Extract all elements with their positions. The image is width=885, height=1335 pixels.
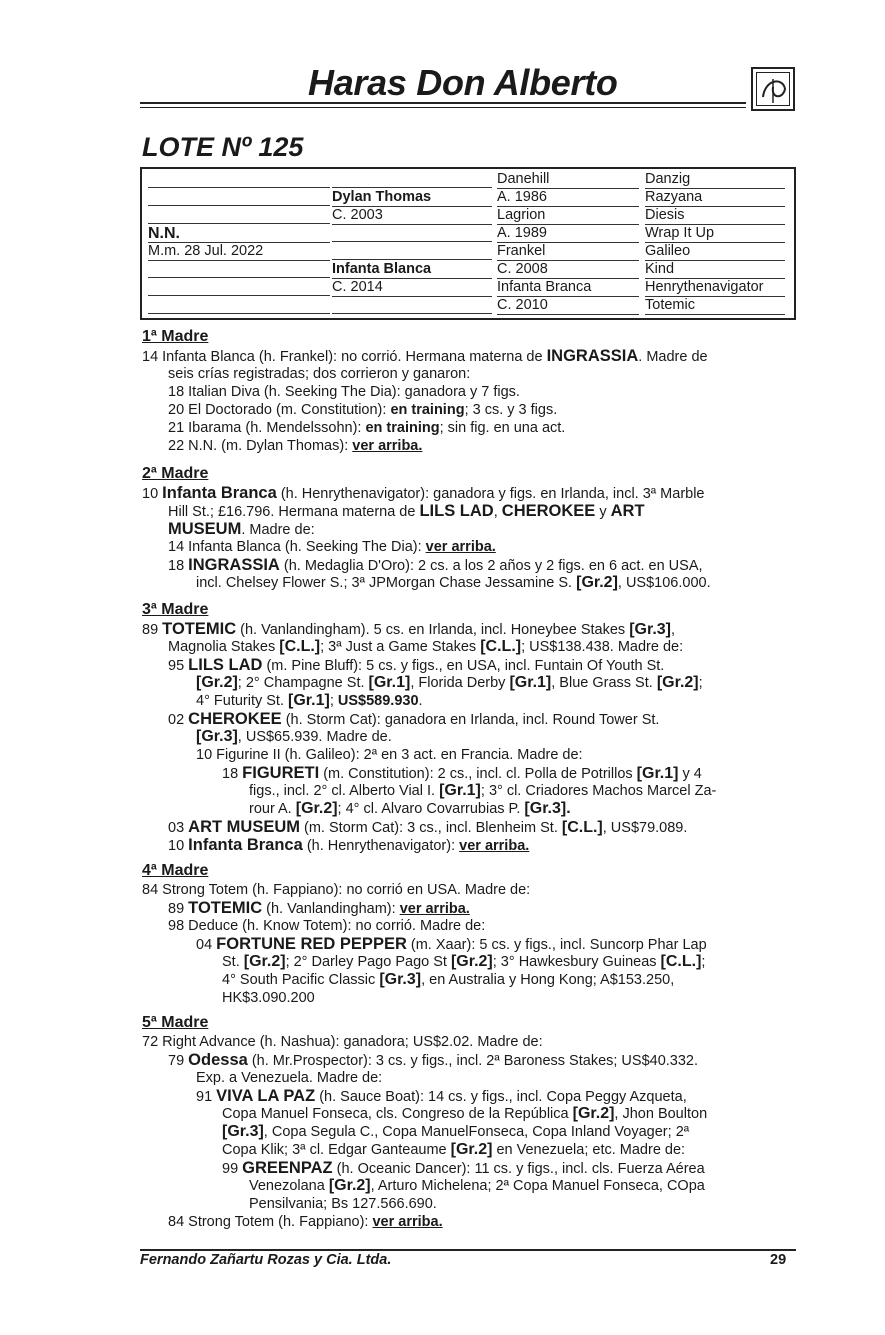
pedigree-subject: N.N. (148, 225, 330, 243)
text-line: Copa Manuel Fonseca, cls. Congreso de la República [Gr.2], Jhon Boulton (222, 1105, 708, 1122)
text-line: Pensilvania; Bs 127.566.690. (249, 1196, 437, 1212)
pedigree-gs1-year: A. 1986 (497, 189, 639, 207)
pedigree-ggs: Razyana (645, 189, 785, 207)
ver-arriba-link: ver arriba. (425, 539, 496, 555)
text-line: [Gr.3], US$65.939. Madre de. (196, 728, 392, 745)
pedigree-sire-year: C. 2003 (332, 207, 492, 225)
text-line: Venezolana [Gr.2], Arturo Michelena; 2ª Copa Manuel Fonseca, COpa (249, 1177, 705, 1194)
text-line: [Gr.3], Copa Segula C., Copa ManuelFonseca, Copa Inland Voyager; 2ª (222, 1123, 690, 1140)
text-line: 99 GREENPAZ (h. Oceanic Dancer): 11 cs. y figs., incl. cls. Fuerza Aérea (222, 1159, 705, 1177)
page-number: 29 (770, 1252, 787, 1268)
text-line: 84 Strong Totem (h. Fappiano): no corrió en USA. Madre de: (142, 882, 531, 898)
text-line: incl. Chelsey Flower S.; 3ª JPMorgan Chase Jessamine S. [Gr.2], US$106.000. (196, 574, 711, 591)
ver-arriba-link: ver arriba. (352, 438, 423, 454)
pedigree-blank (332, 225, 492, 242)
text-line: MUSEUM. Madre de: (168, 520, 315, 538)
text-line: 10 Infanta Branca (h. Henrythenavigator): ver arriba. (168, 836, 530, 854)
pedigree-blank (332, 297, 492, 314)
pedigree-ggs: Henrythenavigator (645, 279, 785, 297)
text-line: 79 Odessa (h. Mr.Prospector): 3 cs. y figs., incl. 2ª Baroness Stakes; US$40.332. (168, 1051, 699, 1069)
text-line: 18 Italian Diva (h. Seeking The Dia): ganadora y 7 figs. (168, 384, 520, 400)
pedigree-gs2-year: A. 1989 (497, 225, 639, 243)
pedigree-ggs: Diesis (645, 207, 785, 225)
pedigree-ggs: Wrap It Up (645, 225, 785, 243)
pedigree-blank (148, 279, 330, 296)
section-heading-5: 5ª Madre (142, 1014, 209, 1031)
ver-arriba-link: ver arriba. (399, 901, 470, 917)
pedigree-blank (332, 171, 492, 188)
pedigree-gs3-year: C. 2008 (497, 261, 639, 279)
ver-arriba-link: ver arriba. (459, 838, 530, 854)
text-line: 98 Deduce (h. Know Totem): no corrió. Madre de: (168, 918, 486, 934)
text-line: 10 Figurine II (h. Galileo): 2ª en 3 act. en Francia. Madre de: (196, 747, 583, 763)
text-line: [Gr.2]; 2° Champagne St. [Gr.1], Florida Derby [Gr.1], Blue Grass St. [Gr.2]; (196, 674, 703, 691)
pedigree-gs4: Infanta Branca (497, 279, 639, 297)
text-line: 91 VIVA LA PAZ (h. Sauce Boat): 14 cs. y figs., incl. Copa Peggy Azqueta, (196, 1087, 687, 1105)
pedigree-dam: Infanta Blanca (332, 261, 492, 279)
text-line: 89 TOTEMIC (h. Vanlandingham): ver arriba. (168, 899, 470, 917)
text-line: 95 LILS LAD (m. Pine Bluff): 5 cs. y figs., en USA, incl. Funtain Of Youth St. (168, 656, 665, 674)
pedigree-blank (148, 189, 330, 206)
text-line: 14 Infanta Blanca (h. Seeking The Dia): ver arriba. (168, 539, 496, 555)
text-line: 10 Infanta Branca (h. Henrythenavigator): ganadora y figs. en Irlanda, incl. 3ª Marble (142, 484, 705, 502)
pedigree-table (140, 167, 796, 320)
text-line: 18 INGRASSIA (h. Medaglia D'Oro): 2 cs. a los 2 años y 2 figs. en 6 act. en USA, (168, 556, 703, 574)
text-line: 72 Right Advance (h. Nashua): ganadora; US$2.02. Madre de: (142, 1034, 543, 1050)
pedigree-blank (148, 171, 330, 188)
text-line: 22 N.N. (m. Dylan Thomas): ver arriba. (168, 438, 423, 454)
pedigree-sire: Dylan Thomas (332, 189, 492, 207)
pedigree-subject-info: M.m. 28 Jul. 2022 (148, 243, 330, 261)
text-line: 20 El Doctorado (m. Constitution): en training; 3 cs. y 3 figs. (168, 402, 558, 418)
pedigree-gs3: Frankel (497, 243, 639, 261)
text-line: Exp. a Venezuela. Madre de: (196, 1070, 383, 1086)
pedigree-ggs: Totemic (645, 297, 785, 315)
pedigree-ggs: Danzig (645, 171, 785, 189)
pedigree-gs2: Lagrion (497, 207, 639, 225)
text-line: figs., incl. 2° cl. Alberto Vial I. [Gr.1]; 3° cl. Criadores Machos Marcel Za- (249, 782, 717, 799)
text-line: 4° South Pacific Classic [Gr.3], en Australia y Hong Kong; A$153.250, (222, 971, 675, 988)
header-rule-thin (140, 107, 746, 108)
ver-arriba-link: ver arriba. (372, 1214, 443, 1230)
text-line: 84 Strong Totem (h. Fappiano): ver arriba. (168, 1214, 443, 1230)
footer-company: Fernando Zañartu Rozas y Cia. Ltda. (140, 1252, 392, 1268)
text-line: 03 ART MUSEUM (m. Storm Cat): 3 cs., incl. Blenheim St. [C.L.], US$79.089. (168, 818, 688, 836)
text-line: rour A. [Gr.2]; 4° cl. Alvaro Covarrubias P. [Gr.3]. (249, 800, 571, 817)
text-line: seis crías registradas; dos corrieron y ganaron: (168, 366, 471, 382)
pedigree-blank (148, 297, 330, 314)
haras-logo-icon (751, 67, 795, 111)
section-heading-3: 3ª Madre (142, 601, 209, 618)
text-line: 04 FORTUNE RED PEPPER (m. Xaar): 5 cs. y figs., incl. Suncorp Phar Lap (196, 935, 707, 953)
pedigree-gs1: Danehill (497, 171, 639, 189)
pedigree-blank (148, 261, 330, 278)
header-rule (140, 102, 746, 104)
text-line: Hill St.; £16.796. Hermana materna de LILS LAD, CHEROKEE y ART (168, 502, 645, 520)
pedigree-gs4-year: C. 2010 (497, 297, 639, 315)
text-line: 14 Infanta Blanca (h. Frankel): no corrió. Hermana materna de INGRASSIA. Madre de (142, 347, 708, 365)
text-line: 89 TOTEMIC (h. Vanlandingham). 5 cs. en Irlanda, incl. Honeybee Stakes [Gr.3], (142, 620, 676, 638)
text-line: 4° Futurity St. [Gr.1]; US$589.930. (196, 692, 423, 709)
pedigree-ggs: Galileo (645, 243, 785, 261)
pedigree-dam-year: C. 2014 (332, 279, 492, 297)
text-line: 02 CHEROKEE (h. Storm Cat): ganadora en Irlanda, incl. Round Tower St. (168, 710, 660, 728)
pedigree-blank (332, 243, 492, 260)
text-line: Copa Klik; 3ª cl. Edgar Ganteaume [Gr.2] en Venezuela; etc. Madre de: (222, 1141, 686, 1158)
text-line: 18 FIGURETI (m. Constitution): 2 cs., incl. cl. Polla de Potrillos [Gr.1] y 4 (222, 764, 702, 782)
section-heading-1: 1ª Madre (142, 328, 209, 345)
lot-title: LOTE Nº 125 (142, 132, 304, 162)
section-heading-2: 2ª Madre (142, 465, 209, 482)
pedigree-ggs: Kind (645, 261, 785, 279)
text-line: St. [Gr.2]; 2° Darley Pago Pago St [Gr.2]; 3° Hawkesbury Guineas [C.L.]; (222, 953, 706, 970)
section-heading-4: 4ª Madre (142, 862, 209, 879)
footer-rule (140, 1249, 796, 1251)
text-line: HK$3.090.200 (222, 990, 315, 1006)
pedigree-blank (148, 207, 330, 224)
text-line: Magnolia Stakes [C.L.]; 3ª Just a Game Stakes [C.L.]; US$138.438. Madre de: (168, 638, 684, 655)
text-line: 21 Ibarama (h. Mendelssohn): en training; sin fig. en una act. (168, 420, 566, 436)
page-title: Haras Don Alberto (308, 62, 618, 103)
